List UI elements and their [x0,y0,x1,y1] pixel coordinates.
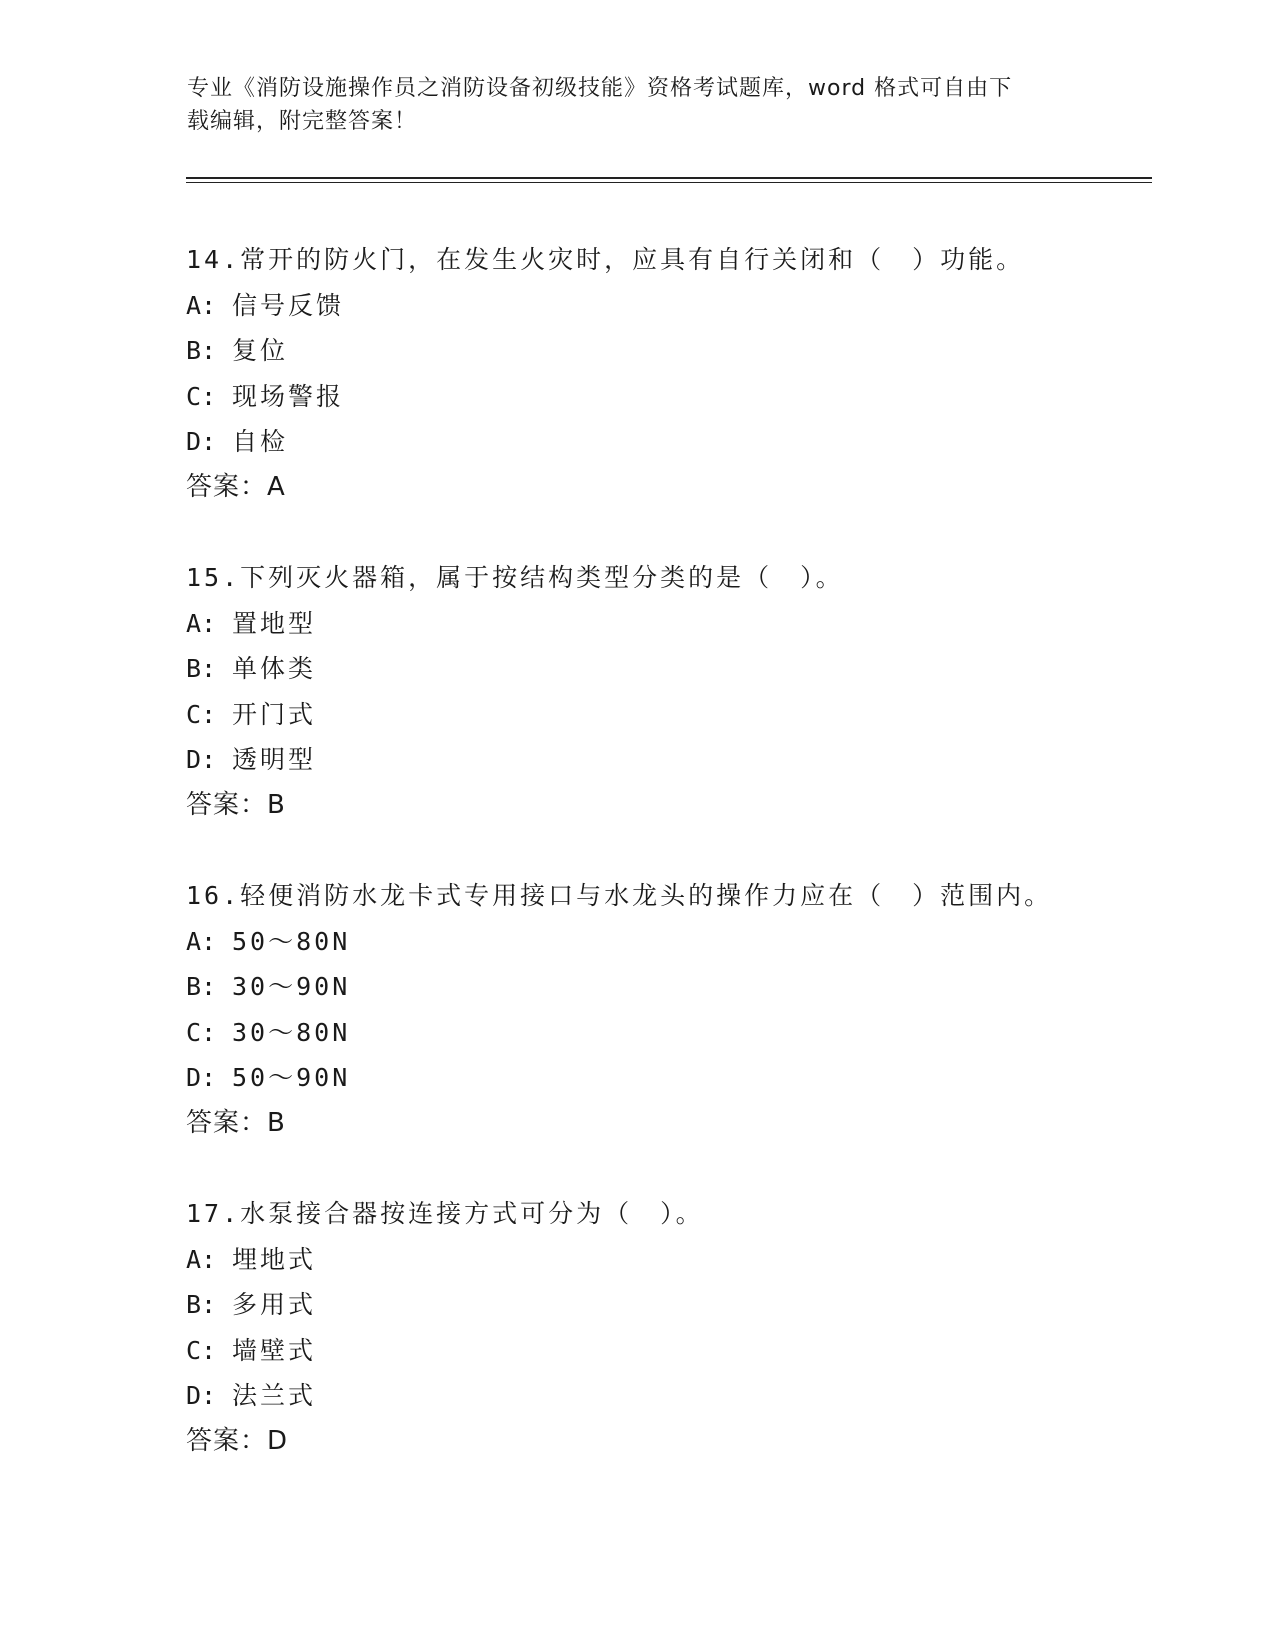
option-c [186,1010,1146,1056]
option-text: 法兰式 [232,1381,317,1410]
option-text: 开门式 [232,699,317,729]
option-c [186,374,1146,420]
question-stem: 16.轻便消防水龙卡式专用接口与水龙头的操作力应在（ ）范围内。 [186,881,1053,910]
question-block [186,873,1146,1146]
option-text: 信号反馈 [232,290,345,320]
option-text: 50～90N [232,1063,351,1092]
question-stem: 17.水泵接合器按连接方式可分为（ ）。 [186,1199,704,1228]
option-b [186,328,1146,374]
option-key: D: [186,745,217,774]
answer-line: 答案：A [186,471,286,502]
option-key: B: [186,972,217,1001]
question-block [186,237,1146,510]
answer-line: 答案：B [186,789,286,820]
question-block [186,555,1146,828]
option-key: A: [186,290,217,320]
option-key: A: [186,608,217,638]
option-text: 30～80N [232,1017,351,1047]
option-key: B: [186,654,217,683]
option-d [186,1373,1146,1419]
option-key: D: [186,1381,217,1410]
option-key: C: [186,1335,217,1365]
answer-line: 答案：B [186,1107,286,1138]
question-block [186,1191,1146,1464]
option-c [186,1328,1146,1374]
option-key: C: [186,699,217,729]
option-d [186,1055,1146,1101]
option-text: 墙壁式 [232,1335,317,1365]
option-key: C: [186,381,217,411]
option-b [186,646,1146,692]
option-a [186,1237,1146,1283]
option-a [186,283,1146,329]
option-text: 现场警报 [232,381,345,411]
option-text: 多用式 [232,1290,317,1319]
option-text: 埋地式 [232,1244,317,1274]
option-key: A: [186,926,217,956]
option-key: C: [186,1017,217,1047]
option-text: 透明型 [232,745,317,774]
option-a [186,919,1146,965]
option-key: D: [186,1063,217,1092]
option-d [186,737,1146,783]
option-d [186,419,1146,465]
header-line-2: 载编辑，附完整答案！ [187,109,418,134]
question-stem: 15.下列灭火器箱，属于按结构类型分类的是（ ）。 [186,563,844,592]
option-b [186,964,1146,1010]
option-text: 复位 [232,336,289,365]
document-header [187,72,1087,138]
header-line-1: 专业《消防设施操作员之消防设备初级技能》资格考试题库，word 格式可自由下 [187,76,1013,101]
option-text: 单体类 [232,654,317,683]
option-c [186,692,1146,738]
option-key: B: [186,336,217,365]
option-b [186,1282,1146,1328]
option-text: 置地型 [232,608,317,638]
question-stem: 14.常开的防火门，在发生火灾时，应具有自行关闭和（ ）功能。 [186,245,1025,274]
header-divider-thin [186,182,1152,183]
header-divider-thick [186,177,1152,179]
option-text: 30～90N [232,972,351,1001]
option-key: A: [186,1244,217,1274]
answer-line: 答案：D [186,1425,289,1456]
option-text: 自检 [232,427,289,456]
option-a [186,601,1146,647]
option-key: D: [186,427,217,456]
option-key: B: [186,1290,217,1319]
option-text: 50～80N [232,926,351,956]
